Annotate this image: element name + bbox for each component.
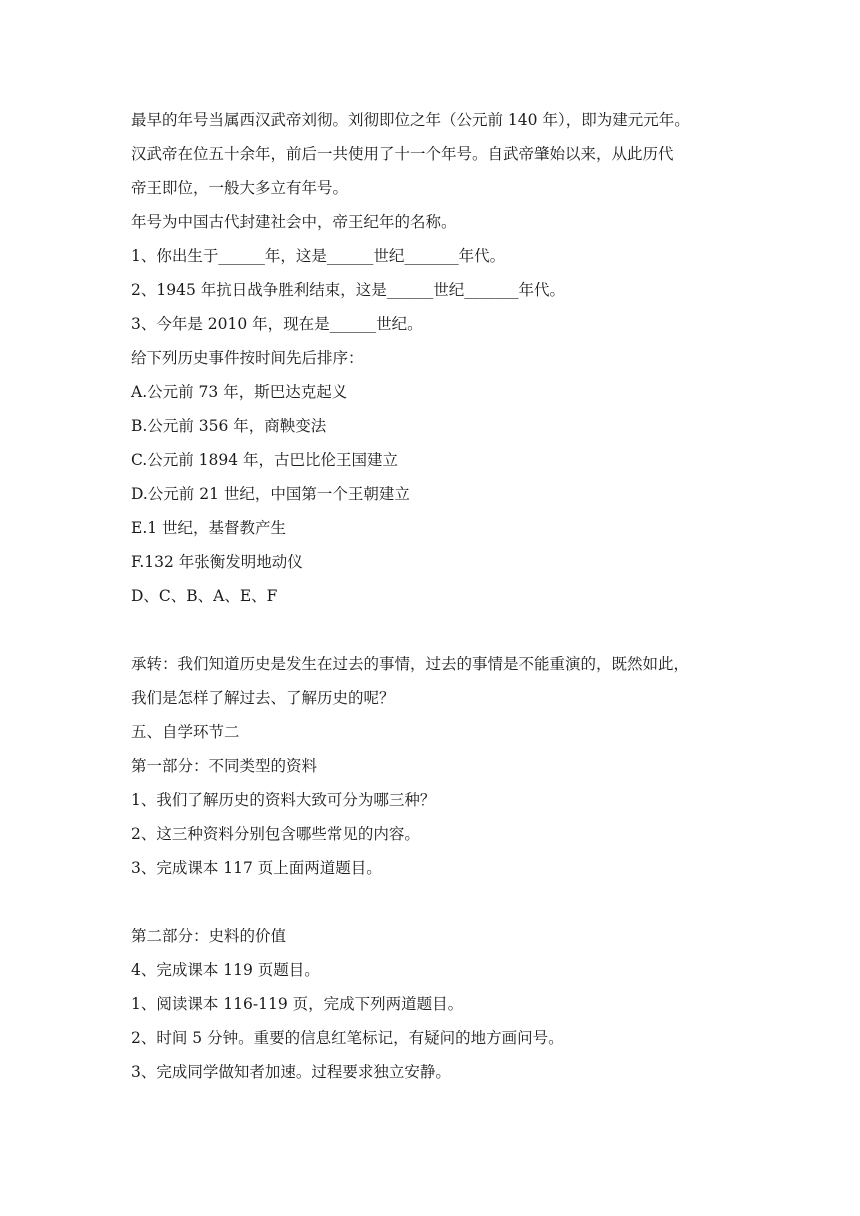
paragraph-line: 帝王即位，一般大多立有年号。	[131, 179, 349, 197]
question-line: 2、1945 年抗日战争胜利结束，这是______世纪_______年代。	[131, 281, 565, 299]
question-line: 2、这三种资料分别包含哪些常见的内容。	[131, 825, 420, 843]
paragraph-line: 年号为中国古代封建社会中，帝王纪年的名称。	[131, 213, 457, 231]
list-item: D.公元前 21 世纪，中国第一个王朝建立	[131, 485, 410, 503]
instruction-line: 3、完成同学做知者加速。过程要求独立安静。	[131, 1063, 451, 1081]
question-line: 3、完成课本 117 页上面两道题目。	[131, 859, 382, 877]
list-item: A.公元前 73 年，斯巴达克起义	[131, 383, 348, 401]
question-line: 3、今年是 2010 年，现在是______世纪。	[131, 315, 423, 333]
list-item: E.1 世纪，基督教产生	[131, 519, 287, 537]
list-item: B.公元前 356 年，商鞅变法	[131, 417, 327, 435]
question-line: 1、你出生于______年，这是______世纪_______年代。	[131, 247, 506, 265]
paragraph-line: 我们是怎样了解过去、了解历史的呢？	[131, 689, 395, 707]
paragraph-line: 给下列历史事件按时间先后排序：	[131, 349, 364, 367]
paragraph-line: 最早的年号当属西汉武帝刘彻。刘彻即位之年（公元前 140 年），即为建元元年。	[131, 111, 690, 129]
question-line: 1、我们了解历史的资料大致可分为哪三种？	[131, 791, 436, 809]
instruction-line: 2、时间 5 分钟。重要的信息红笔标记，有疑问的地方画问号。	[131, 1029, 564, 1047]
list-item: C.公元前 1894 年，古巴比伦王国建立	[131, 451, 399, 469]
paragraph-line: 汉武帝在位五十余年，前后一共使用了十一个年号。自武帝肇始以来，从此历代	[131, 145, 674, 163]
list-item: F.132 年张衡发明地动仪	[131, 553, 303, 571]
answer-line: D、C、B、A、E、F	[131, 587, 278, 605]
paragraph-line: 承转：我们知道历史是发生在过去的事情，过去的事情是不能重演的，既然如此，	[131, 655, 690, 673]
subsection-heading: 第二部分：史料的价值	[131, 927, 287, 945]
subsection-heading: 第一部分：不同类型的资料	[131, 757, 318, 775]
section-heading: 五、自学环节二	[131, 723, 240, 741]
question-line: 4、完成课本 119 页题目。	[131, 961, 320, 979]
instruction-line: 1、阅读课本 116-119 页，完成下列两道题目。	[131, 995, 464, 1013]
